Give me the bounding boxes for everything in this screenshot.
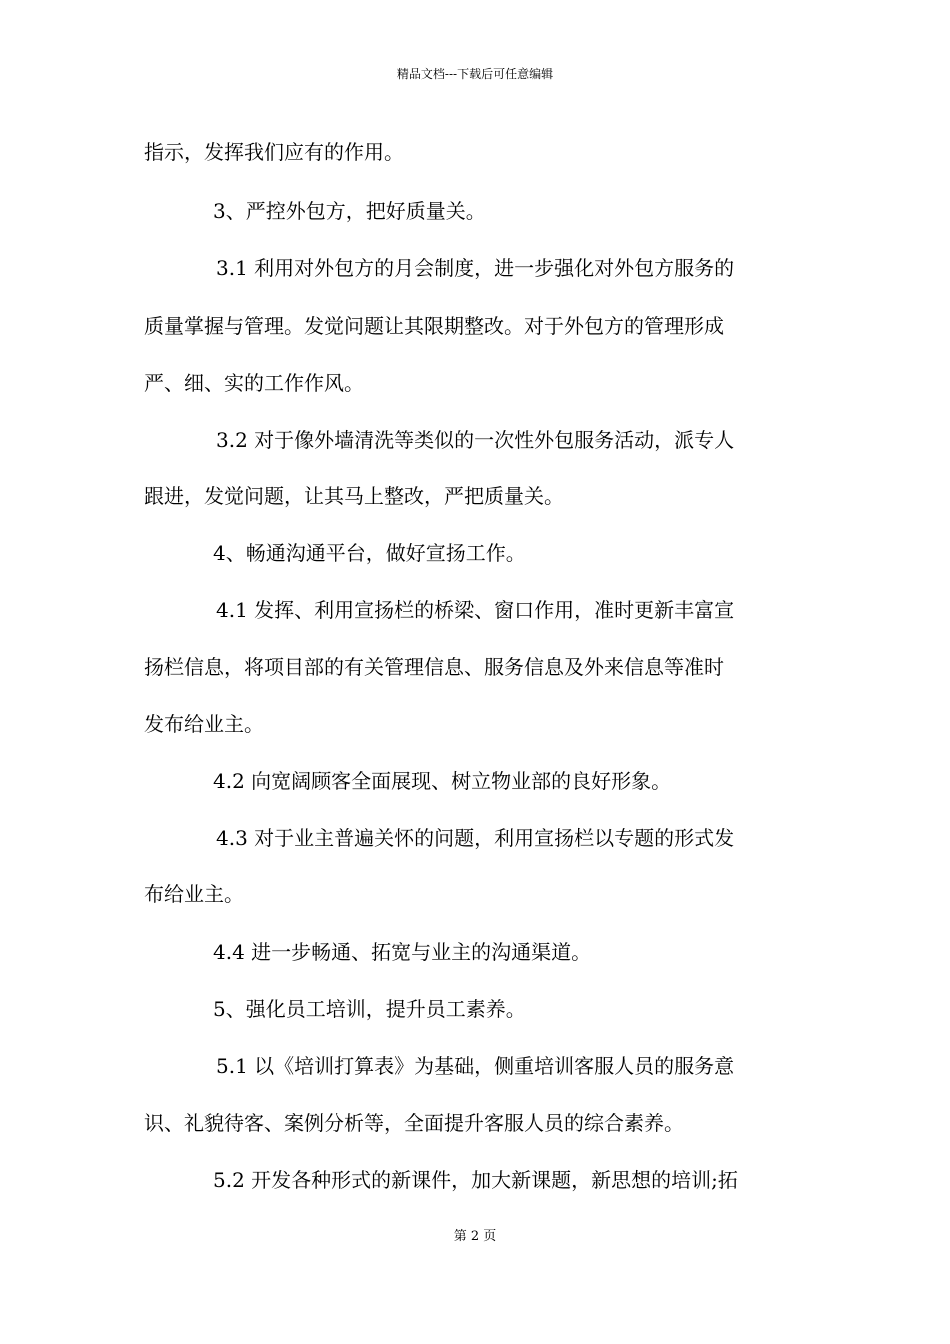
page-number: 第 2 页 (453, 1229, 497, 1244)
body-text-line: 5.1 以《培训打算表》为基础，侧重培训客服人员的服务意 (216, 1054, 735, 1078)
body-text-line: 指示，发挥我们应有的作用。 (144, 140, 404, 164)
page-header: 精品文档---下载后可任意编辑 (396, 67, 554, 81)
body-text-line: 识、礼貌待客、案例分析等，全面提升客服人员的综合素养。 (144, 1111, 684, 1135)
body-text-line: 4.3 对于业主普遍关怀的问题，利用宣扬栏以专题的形式发 (216, 826, 735, 850)
section-heading: 3、严控外包方，把好质量关。 (213, 199, 486, 223)
body-text-line: 严、细、实的工作作风。 (144, 371, 364, 395)
section-heading: 5、强化员工培训，提升员工素养。 (213, 997, 526, 1021)
body-text-line: 跟进，发觉问题，让其马上整改，严把质量关。 (144, 484, 564, 508)
body-text-line: 布给业主。 (144, 882, 244, 906)
body-text-line: 3.1 利用对外包方的月会制度，进一步强化对外包方服务的 (216, 256, 735, 280)
body-text-line: 3.2 对于像外墙清洗等类似的一次性外包服务活动，派专人 (216, 428, 735, 452)
body-text-line: 4.2 向宽阔顾客全面展现、树立物业部的良好形象。 (213, 769, 672, 793)
body-text-line: 5.2 开发各种形式的新课件，加大新课题，新思想的培训;拓 (213, 1168, 738, 1192)
body-text-line: 4.4 进一步畅通、拓宽与业主的沟通渠道。 (213, 940, 592, 964)
section-heading: 4、畅通沟通平台，做好宣扬工作。 (213, 541, 526, 565)
body-text-line: 发布给业主。 (144, 712, 264, 736)
body-text-line: 扬栏信息，将项目部的有关管理信息、服务信息及外来信息等准时 (144, 655, 724, 679)
body-text-line: 质量掌握与管理。发觉问题让其限期整改。对于外包方的管理形成 (144, 314, 724, 338)
body-text-line: 4.1 发挥、利用宣扬栏的桥梁、窗口作用，准时更新丰富宣 (216, 598, 735, 622)
